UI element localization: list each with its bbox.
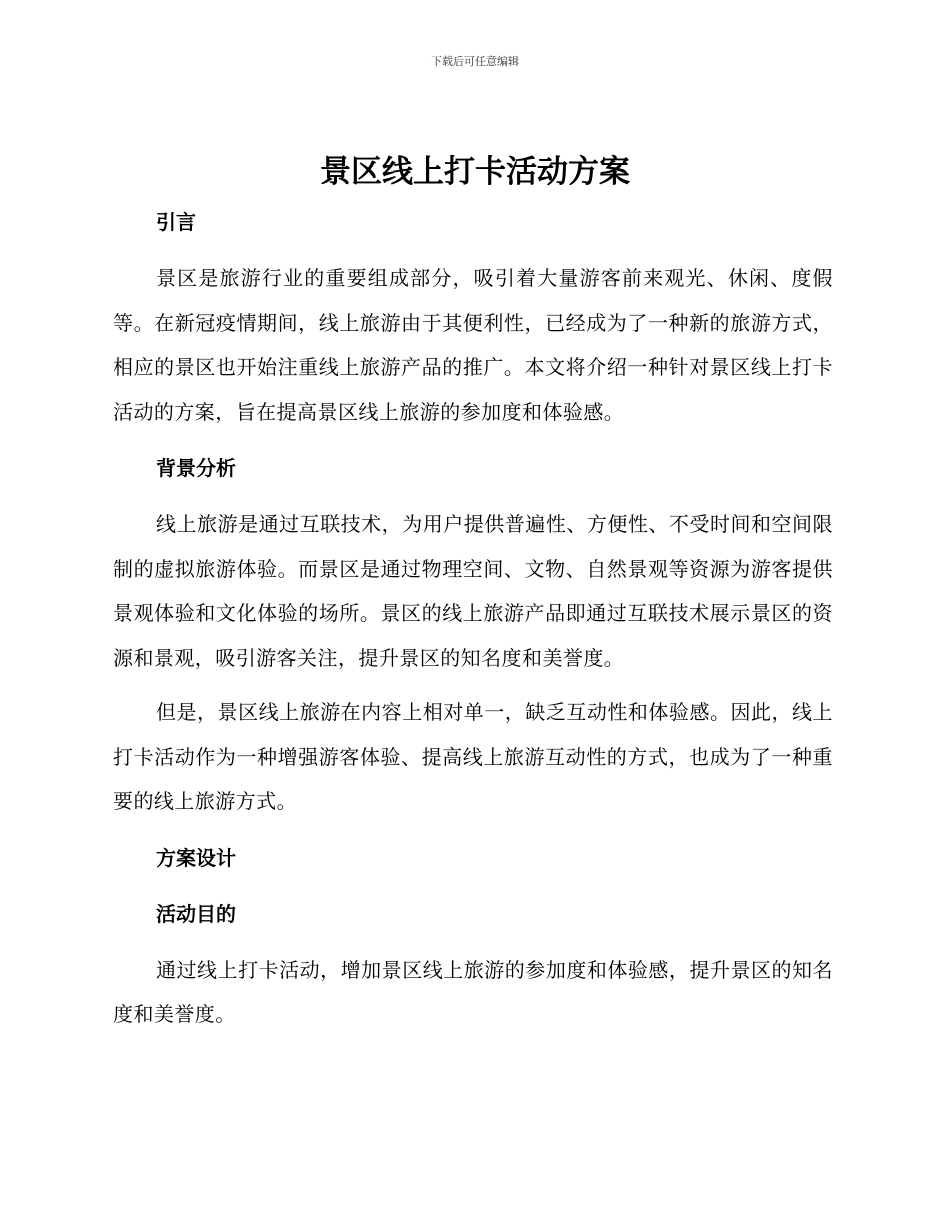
page-header-note: 下载后可任意编辑 [431,55,519,68]
intro-paragraph: 景区是旅游行业的重要组成部分，吸引着大量游客前来观光、休闲、度假等。在新冠疫情期间，线上旅游由于其便利性，已经成为了一种新的旅游方式，相应的景区也开始注重线上旅游产品的推广。本文将介绍一种针对景区线上打卡活动的方案，旨在提高景区线上旅游的参加度和体验感。 [113,266,833,424]
section-heading-background: 背景分析 [156,456,236,480]
background-paragraph-1: 线上旅游是通过互联技术，为用户提供普遍性、方便性、不受时间和空间限制的虚拟旅游体验。而景区是通过物理空间、文物、自然景观等资源为游客提供景观体验和文化体验的场所。景区的线上旅游产品即通过互联技术展示景区的资源和景观，吸引游客关注，提升景区的知名度和美誉度。 [113,512,833,670]
document-body [113,200,833,1037]
section-heading-intro: 引言 [156,210,196,234]
document-title: 景区线上打卡活动方案 [320,154,630,190]
background-paragraph-2: 但是，景区线上旅游在内容上相对单一，缺乏互动性和体验感。因此，线上打卡活动作为一种增强游客体验、提高线上旅游互动性的方式，也成为了一种重要的线上旅游方式。 [113,700,833,813]
section-heading-design: 方案设计 [156,845,236,870]
activity-purpose-paragraph: 通过线上打卡活动，增加景区线上旅游的参加度和体验感，提升景区的知名度和美誉度。 [113,957,833,1026]
subheading-activity-purpose: 活动目的 [156,901,236,926]
